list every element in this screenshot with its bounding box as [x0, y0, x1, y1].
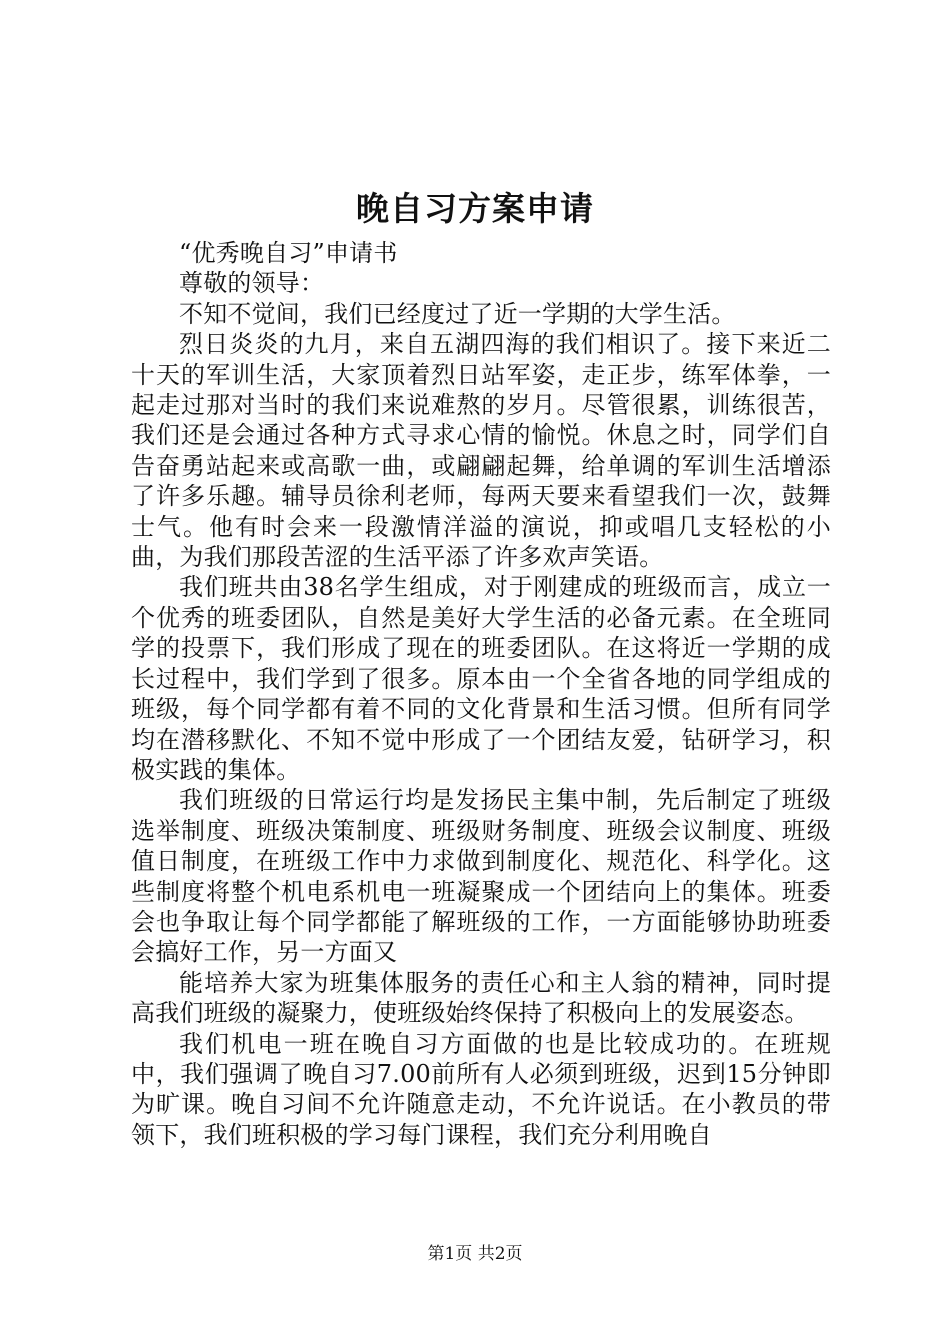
- paragraph-heading: “优秀晚自习”申请书: [179, 239, 398, 267]
- paragraph: 我们班共由38名学生组成，对于刚建成的班级而言，成立一个优秀的班委团队，自然是美好大学生活的必备元素。在全班同学的投票下，我们形成了现在的班委团队。在这将近一学期的成长过程中，我们学到了很多。原本由一个全省各地的同学组成的班级，每个同学都有着不同的文化背景和生活习惯。但所有同学均在潜移默化、不知不觉中形成了一个团结友爱，钻研学习，积极实践的集体。: [131, 573, 831, 784]
- document-title: 晚自习方案申请: [356, 189, 594, 228]
- paragraph: 我们班级的日常运行均是发扬民主集中制，先后制定了班级选举制度、班级决策制度、班级财务制度、班级会议制度、班级值日制度，在班级工作中力求做到制度化、规范化、科学化。这些制度将整个机电系机电一班凝聚成一个团结向上的集体。班委会也争取让每个同学都能了解班级的工作，一方面能够协助班委会搞好工作，另一方面又: [131, 786, 831, 967]
- paragraph: 烈日炎炎的九月，来自五湖四海的我们相识了。接下来近二十天的军训生活，大家顶着烈日站军姿，走正步，练军体拳，一起走过那对当时的我们来说难熬的岁月。尽管很累，训练很苦，我们还是会通过各种方式寻求心情的愉悦。休息之时，同学们自告奋勇站起来或高歌一曲，或翩翩起舞，给单调的军训生活增添了许多乐趣。辅导员徐利老师，每两天要来看望我们一次，鼓舞士气。他有时会来一段激情洋溢的演说，抑或唱几支轻松的小曲，为我们那段苦涩的生活平添了许多欢声笑语。: [131, 330, 831, 572]
- paragraph: 能培养大家为班集体服务的责任心和主人翁的精神，同时提高我们班级的凝聚力，使班级始终保持了积极向上的发展姿态。: [131, 968, 831, 1028]
- paragraph-salutation: 尊敬的领导：: [179, 269, 325, 298]
- document-body: [131, 238, 831, 1150]
- paragraph: 我们机电一班在晚自习方面做的也是比较成功的。在班规中，我们强调了晚自习7.00前所有人必须到班级，迟到15分钟即为旷课。晚自习间不允许随意走动，不允许说话。在小教员的带领下，我们班积极的学习每门课程，我们充分利用晚自: [131, 1029, 831, 1149]
- paragraph: 不知不觉间，我们已经度过了近一学期的大学生活。: [179, 299, 736, 328]
- page-number-footer: 第1页 共2页: [427, 1244, 523, 1264]
